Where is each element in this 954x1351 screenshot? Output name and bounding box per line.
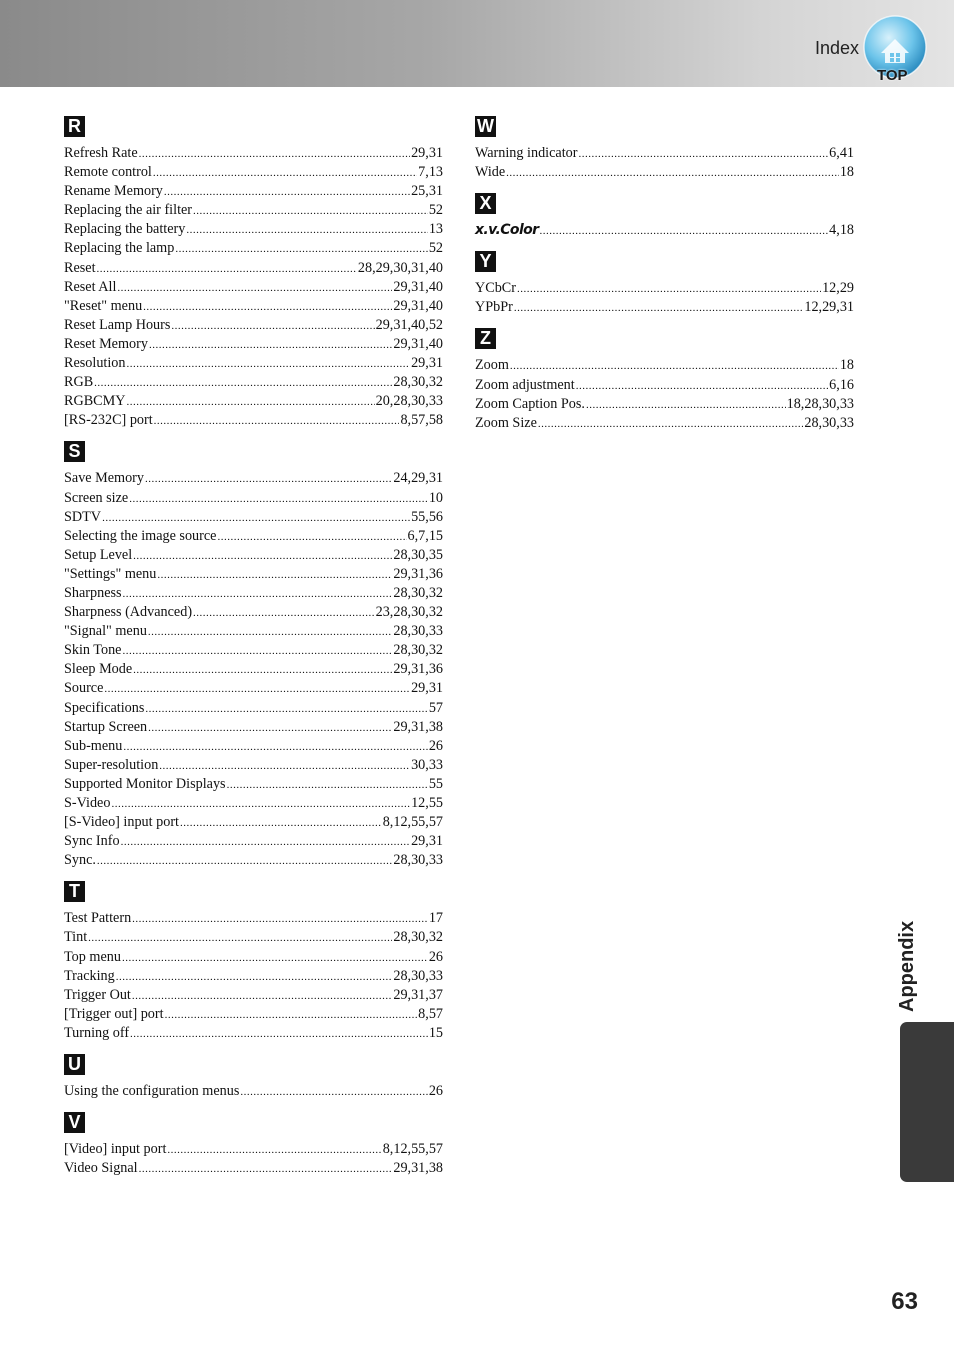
dot-leader bbox=[133, 660, 392, 679]
index-entry[interactable] bbox=[475, 414, 854, 433]
entry-term: Warning indicator bbox=[475, 145, 578, 161]
dot-leader bbox=[133, 546, 392, 565]
index-entry[interactable] bbox=[64, 909, 443, 928]
dot-leader bbox=[514, 298, 803, 317]
entry-pages[interactable]: 28,30,35 bbox=[393, 546, 443, 563]
dot-leader bbox=[153, 163, 417, 182]
dot-leader bbox=[227, 775, 428, 794]
dot-leader bbox=[143, 297, 392, 316]
entry-term: Rename Memory bbox=[64, 183, 163, 200]
dot-leader bbox=[123, 584, 393, 603]
entry-pages[interactable]: 29,31,37 bbox=[393, 986, 443, 1003]
dot-leader bbox=[122, 641, 392, 660]
index-entry[interactable] bbox=[64, 1140, 443, 1159]
entry-term: Zoom adjustment bbox=[475, 376, 575, 393]
entry-term: Save Memory bbox=[64, 470, 144, 487]
entry-pages[interactable]: 29,31 bbox=[411, 355, 443, 372]
page-number: 63 bbox=[891, 1288, 918, 1315]
entry-pages[interactable]: 18 bbox=[839, 357, 854, 374]
index-entry[interactable] bbox=[64, 335, 443, 354]
entry-term: Zoom bbox=[475, 357, 509, 374]
index-entry[interactable] bbox=[64, 660, 443, 679]
dot-leader bbox=[186, 220, 427, 239]
dot-leader bbox=[97, 259, 357, 278]
index-entry[interactable] bbox=[64, 794, 443, 813]
entry-term: Reset Memory bbox=[64, 335, 148, 352]
index-entry[interactable] bbox=[64, 316, 443, 335]
dot-leader bbox=[538, 414, 803, 433]
entry-pages[interactable]: 8,12,55,57 bbox=[382, 814, 443, 831]
index-entry[interactable] bbox=[64, 679, 443, 698]
dot-leader bbox=[139, 1159, 393, 1178]
entry-pages[interactable]: 29,31,38 bbox=[393, 718, 443, 735]
dot-leader bbox=[167, 1140, 381, 1159]
index-entry[interactable] bbox=[64, 948, 443, 967]
index-entry[interactable] bbox=[64, 527, 443, 546]
index-entry[interactable] bbox=[64, 278, 443, 297]
dot-leader bbox=[130, 1024, 428, 1043]
dot-leader bbox=[123, 737, 427, 756]
index-entry[interactable] bbox=[475, 144, 854, 163]
index-entry[interactable] bbox=[64, 775, 443, 794]
entry-pages[interactable]: 57 bbox=[428, 699, 443, 716]
index-entry[interactable] bbox=[64, 1005, 443, 1024]
entry-pages[interactable]: 23,28,30,32 bbox=[375, 604, 443, 621]
dot-leader bbox=[506, 163, 839, 182]
index-section bbox=[64, 1112, 443, 1178]
index-section bbox=[64, 1054, 443, 1101]
index-entry[interactable] bbox=[64, 163, 443, 182]
dot-leader bbox=[149, 335, 392, 354]
index-section bbox=[64, 116, 443, 430]
dot-leader bbox=[104, 679, 410, 698]
index-section bbox=[475, 116, 854, 182]
dot-leader bbox=[576, 376, 828, 395]
index-section bbox=[64, 881, 443, 1043]
entry-term: Sub-menu bbox=[64, 737, 123, 754]
entry-pages[interactable]: 29,31,40 bbox=[393, 278, 443, 295]
side-tab-appendix[interactable] bbox=[900, 1022, 954, 1182]
dot-leader bbox=[102, 508, 410, 527]
index-entry[interactable] bbox=[64, 718, 443, 737]
dot-leader bbox=[217, 527, 406, 546]
entry-pages[interactable]: 28,30,32 bbox=[393, 642, 443, 659]
entry-pages[interactable]: 18 bbox=[839, 164, 854, 181]
entry-pages[interactable]: 29,31,36 bbox=[393, 565, 443, 582]
dot-leader bbox=[116, 967, 393, 986]
entry-term: Replacing the air filter bbox=[64, 202, 193, 219]
dot-leader bbox=[193, 603, 375, 622]
dot-leader bbox=[132, 986, 392, 1005]
dot-leader bbox=[539, 221, 828, 240]
entry-pages[interactable]: 12,29 bbox=[822, 280, 854, 297]
entry-pages[interactable]: 29,31 bbox=[411, 145, 443, 161]
dot-leader bbox=[586, 395, 786, 414]
section-letter: Z bbox=[475, 328, 496, 349]
index-column-right bbox=[475, 116, 854, 444]
dot-leader bbox=[132, 909, 428, 928]
index-entry[interactable] bbox=[64, 469, 443, 488]
entry-term: [Video] input port bbox=[64, 1141, 167, 1158]
dot-leader bbox=[127, 392, 375, 411]
entry-term: Refresh Rate bbox=[64, 145, 138, 161]
index-entry[interactable] bbox=[475, 221, 854, 240]
dot-leader bbox=[145, 699, 427, 718]
index-entry[interactable] bbox=[64, 967, 443, 986]
section-letter: W bbox=[477, 116, 494, 136]
entry-term: S-Video bbox=[64, 795, 111, 811]
entry-term: YCbCr bbox=[475, 280, 516, 297]
index-entry[interactable] bbox=[64, 546, 443, 565]
entry-pages[interactable]: 8,12,55,57 bbox=[382, 1141, 443, 1158]
index-entry[interactable] bbox=[64, 373, 443, 392]
entry-pages[interactable]: 12,29,31 bbox=[804, 299, 854, 316]
entry-term: Startup Screen bbox=[64, 718, 148, 735]
entry-term: Super-resolution bbox=[64, 756, 159, 773]
entry-term: Supported Monitor Displays bbox=[64, 775, 226, 792]
index-column-left bbox=[64, 116, 443, 1189]
dot-leader bbox=[164, 182, 410, 201]
entry-pages[interactable]: 26 bbox=[428, 737, 443, 754]
xvcolor-logo: x.v.Color bbox=[475, 222, 539, 239]
entry-pages[interactable]: 30,33 bbox=[411, 756, 443, 773]
dot-leader bbox=[139, 144, 410, 163]
entry-term: "Signal" menu bbox=[64, 623, 147, 640]
index-entry[interactable] bbox=[475, 298, 854, 317]
entry-pages[interactable]: 18,28,30,33 bbox=[786, 395, 854, 412]
entry-pages[interactable]: 28,30,33 bbox=[393, 967, 443, 984]
index-entry[interactable] bbox=[64, 508, 443, 527]
section-letter: R bbox=[64, 116, 85, 137]
entry-pages[interactable]: 17 bbox=[428, 910, 443, 927]
entry-term: Zoom Caption Pos. bbox=[475, 395, 585, 412]
entry-term: Using the configuration menus bbox=[64, 1083, 240, 1100]
entry-pages[interactable]: 29,31,40 bbox=[393, 335, 443, 352]
index-entry[interactable] bbox=[64, 144, 443, 163]
index-entry[interactable] bbox=[64, 813, 443, 832]
entry-term: Replacing the battery bbox=[64, 221, 186, 238]
dot-leader bbox=[510, 356, 839, 375]
index-entry[interactable] bbox=[64, 928, 443, 947]
index-entry[interactable] bbox=[64, 756, 443, 775]
entry-pages[interactable]: 28,30,33 bbox=[393, 852, 443, 869]
entry-pages[interactable]: 28,30,32 bbox=[393, 374, 443, 391]
index-entry[interactable] bbox=[475, 279, 854, 298]
index-entry[interactable] bbox=[64, 297, 443, 316]
entry-term: [S-Video] input port bbox=[64, 814, 179, 831]
entry-pages[interactable]: 29,31,40 bbox=[393, 297, 443, 314]
entry-pages[interactable]: 29,31,36 bbox=[393, 661, 443, 678]
top-label: TOP bbox=[877, 67, 908, 84]
dot-leader bbox=[240, 1082, 427, 1101]
index-section bbox=[475, 251, 854, 317]
entry-term: Source bbox=[64, 680, 104, 697]
entry-pages[interactable]: 29,31,38 bbox=[393, 1160, 443, 1177]
section-letter: U bbox=[64, 1054, 85, 1075]
dot-leader bbox=[117, 278, 392, 297]
dot-leader bbox=[165, 1005, 418, 1024]
entry-term: YPbPr bbox=[475, 299, 513, 316]
entry-term: Tracking bbox=[64, 967, 115, 984]
entry-pages[interactable]: 28,30,33 bbox=[804, 414, 854, 431]
entry-term: Sharpness (Advanced) bbox=[64, 604, 193, 621]
index-entry[interactable] bbox=[64, 603, 443, 622]
index-entry[interactable] bbox=[64, 239, 443, 258]
entry-term: Specifications bbox=[64, 699, 145, 716]
dot-leader bbox=[159, 756, 410, 775]
index-entry[interactable] bbox=[64, 411, 443, 430]
index-section bbox=[64, 441, 443, 870]
entry-term: Sleep Mode bbox=[64, 661, 133, 678]
index-entry[interactable] bbox=[64, 259, 443, 278]
entry-pages[interactable]: 29,31,40,52 bbox=[375, 316, 443, 333]
index-entry[interactable] bbox=[64, 584, 443, 603]
entry-pages[interactable]: 6,16 bbox=[829, 376, 854, 393]
dot-leader bbox=[578, 144, 828, 163]
index-entry[interactable] bbox=[64, 622, 443, 641]
index-entry[interactable] bbox=[64, 354, 443, 373]
entry-term: [RS-232C] port bbox=[64, 412, 153, 429]
entry-pages[interactable]: 6,7,15 bbox=[407, 527, 443, 544]
entry-term: [Trigger out] port bbox=[64, 1005, 164, 1022]
dot-leader bbox=[126, 354, 410, 373]
header-title: Index bbox=[814, 38, 859, 58]
entry-pages[interactable]: 55 bbox=[428, 775, 443, 792]
entry-term: Reset All bbox=[64, 278, 117, 295]
entry-pages[interactable]: 13 bbox=[428, 221, 443, 238]
entry-pages[interactable]: 52 bbox=[428, 202, 443, 219]
index-entry[interactable] bbox=[64, 1159, 443, 1178]
entry-pages[interactable]: 4,18 bbox=[829, 222, 854, 239]
dot-leader bbox=[171, 316, 374, 335]
entry-term: Screen size bbox=[64, 489, 129, 506]
section-letter: V bbox=[64, 1112, 85, 1133]
index-entry[interactable] bbox=[475, 395, 854, 414]
dot-leader bbox=[121, 832, 411, 851]
entry-pages[interactable]: 7,13 bbox=[418, 164, 443, 181]
entry-term: Reset Lamp Hours bbox=[64, 316, 171, 333]
entry-term: Video Signal bbox=[64, 1160, 138, 1177]
dot-leader bbox=[180, 813, 382, 832]
dot-leader bbox=[175, 239, 427, 258]
entry-pages[interactable]: 10 bbox=[428, 489, 443, 506]
entry-pages[interactable]: 24,29,31 bbox=[393, 470, 443, 487]
index-entry[interactable] bbox=[64, 220, 443, 239]
dot-leader bbox=[157, 565, 392, 584]
dot-leader bbox=[88, 928, 392, 947]
entry-term: Resolution bbox=[64, 355, 126, 372]
entry-term: Sharpness bbox=[64, 584, 122, 601]
index-entry[interactable] bbox=[64, 986, 443, 1005]
dot-leader bbox=[154, 411, 400, 430]
entry-term: "Settings" menu bbox=[64, 565, 157, 582]
entry-term: Remote control bbox=[64, 164, 152, 181]
entry-term: Trigger Out bbox=[64, 986, 131, 1003]
entry-term: SDTV bbox=[64, 508, 102, 525]
index-entry[interactable] bbox=[64, 1082, 443, 1101]
entry-term: RGBCMY bbox=[64, 393, 126, 410]
entry-pages[interactable]: 15 bbox=[428, 1024, 443, 1041]
dot-leader bbox=[97, 851, 392, 870]
entry-pages[interactable]: 55,56 bbox=[411, 508, 443, 525]
entry-term: Test Pattern bbox=[64, 910, 132, 927]
section-letter: X bbox=[475, 193, 496, 214]
section-letter: T bbox=[64, 881, 85, 902]
entry-pages[interactable]: 26 bbox=[428, 948, 443, 965]
dot-leader bbox=[129, 489, 428, 508]
entry-pages[interactable]: 20,28,30,33 bbox=[375, 393, 443, 410]
entry-pages[interactable]: 52 bbox=[428, 240, 443, 257]
dot-leader bbox=[517, 279, 821, 298]
entry-pages[interactable]: 8,57,58 bbox=[400, 412, 443, 429]
index-entry[interactable] bbox=[64, 699, 443, 718]
entry-pages[interactable]: 28,30,32 bbox=[393, 584, 443, 601]
dot-leader bbox=[94, 373, 392, 392]
entry-term: Reset bbox=[64, 259, 96, 276]
entry-pages[interactable]: 29,31 bbox=[411, 680, 443, 697]
index-entry[interactable] bbox=[64, 737, 443, 756]
entry-pages[interactable]: 25,31 bbox=[411, 183, 443, 200]
index-entry[interactable] bbox=[64, 489, 443, 508]
index-entry[interactable] bbox=[64, 201, 443, 220]
dot-leader bbox=[148, 718, 392, 737]
index-entry[interactable] bbox=[475, 163, 854, 182]
entry-term: "Reset" menu bbox=[64, 297, 143, 314]
dot-leader bbox=[111, 794, 410, 813]
entry-pages[interactable]: 26 bbox=[428, 1083, 443, 1100]
entry-term: Sync Info bbox=[64, 833, 120, 850]
index-section bbox=[475, 193, 854, 240]
index-entry[interactable] bbox=[475, 376, 854, 395]
entry-pages[interactable]: 29,31 bbox=[411, 833, 443, 850]
header-bar bbox=[0, 0, 954, 87]
side-tab-label: Appendix bbox=[896, 920, 918, 1012]
entry-term: Zoom Size bbox=[475, 414, 537, 431]
entry-term: Skin Tone bbox=[64, 642, 122, 659]
entry-term: Wide bbox=[475, 164, 506, 181]
index-entry[interactable] bbox=[64, 392, 443, 411]
entry-pages[interactable]: 6,41 bbox=[829, 145, 854, 161]
dot-leader bbox=[148, 622, 392, 641]
index-entry[interactable] bbox=[64, 182, 443, 201]
index-entry[interactable] bbox=[64, 641, 443, 660]
index-entry[interactable] bbox=[64, 1024, 443, 1043]
section-letter: Y bbox=[475, 251, 496, 272]
entry-term: Setup Level bbox=[64, 546, 133, 563]
index-entry[interactable] bbox=[64, 565, 443, 584]
entry-term: Tint bbox=[64, 929, 88, 946]
index-entry[interactable] bbox=[64, 832, 443, 851]
dot-leader bbox=[122, 948, 428, 967]
section-letter: S bbox=[64, 441, 85, 462]
entry-term: Top menu bbox=[64, 948, 121, 965]
entry-pages[interactable]: 8,57 bbox=[418, 1005, 443, 1022]
index-entry[interactable] bbox=[64, 851, 443, 870]
dot-leader bbox=[193, 201, 428, 220]
entry-term: Selecting the image source bbox=[64, 527, 217, 544]
entry-term: RGB bbox=[64, 374, 94, 391]
index-entry[interactable] bbox=[475, 356, 854, 375]
index-section bbox=[475, 328, 854, 432]
entry-pages[interactable]: 28,30,33 bbox=[393, 623, 443, 640]
entry-pages[interactable]: 28,30,32 bbox=[393, 929, 443, 946]
entry-term: Turning off bbox=[64, 1024, 130, 1041]
dot-leader bbox=[145, 469, 392, 488]
entry-pages[interactable]: 12,55 bbox=[411, 795, 443, 811]
entry-term: Replacing the lamp bbox=[64, 240, 175, 257]
entry-term: Sync. bbox=[64, 852, 96, 869]
top-button[interactable] bbox=[862, 15, 928, 85]
entry-pages[interactable]: 28,29,30,31,40 bbox=[357, 259, 443, 276]
